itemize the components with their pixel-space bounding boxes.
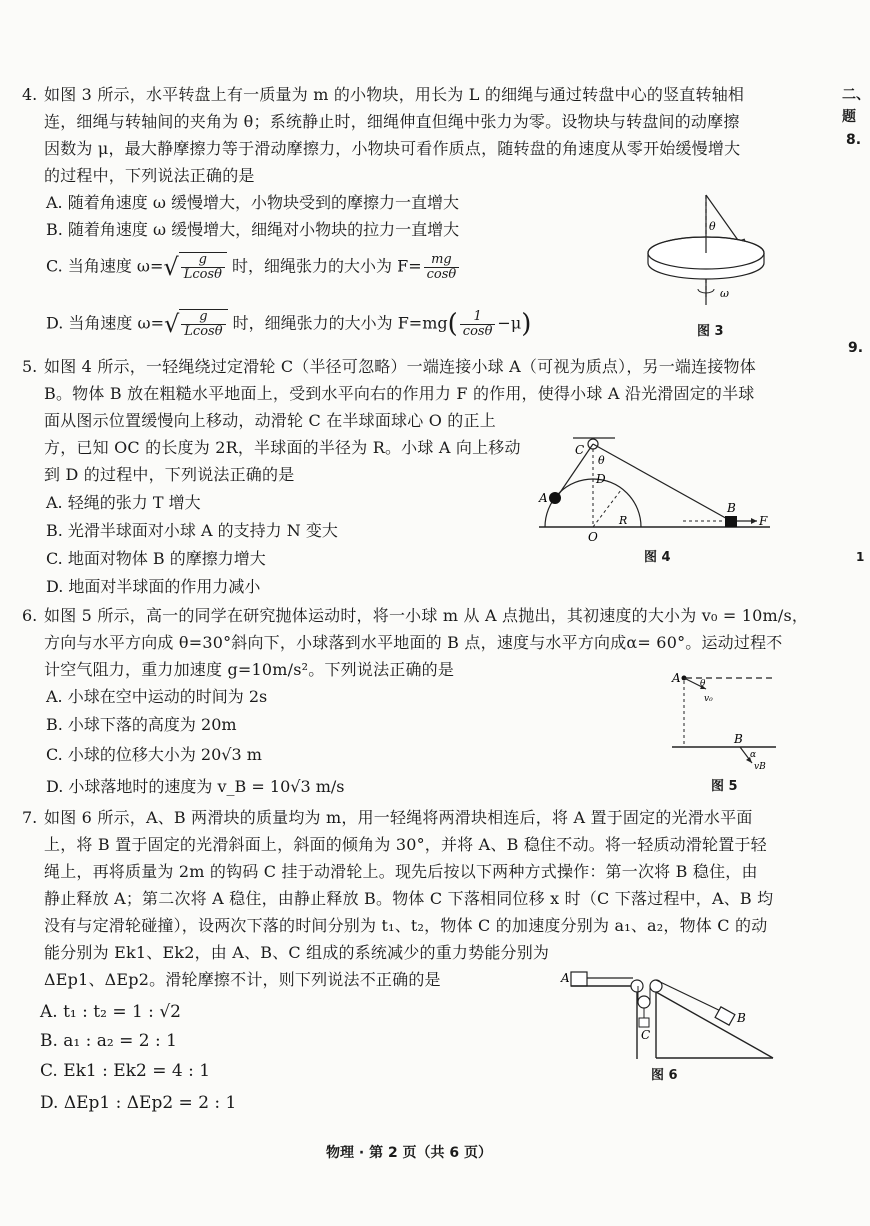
- figure-5-label-v0: v₀: [704, 694, 713, 704]
- figure-5-label-alpha: α: [750, 750, 757, 760]
- figure-6-incline: [555, 964, 780, 1064]
- q7-number: 7.: [22, 808, 38, 827]
- figure-6-label-b: B: [737, 1011, 746, 1025]
- q7-line-1: 如图 6 所示，A、B 两滑块的质量均为 m，用一轻绳将两滑块相连后，将 A 置于固定的光滑水平面: [44, 808, 753, 827]
- q7-line-5: 没有与定滑轮碰撞），设两次下落的时间分别为 t₁、t₂，物体 C 的加速度分别为 a₁、a₂，物体 C 的动: [44, 916, 768, 935]
- q4-c-omega-fraction: $\frac{g}{Lcos\theta}$: [181, 253, 225, 282]
- figure-6-label-c: C: [641, 1028, 651, 1042]
- q6-line-2: 方向与水平方向成 θ=30°斜向下，小球落到水平地面的 B 点，速度与水平方向成α= 60°。运动过程不: [44, 633, 783, 652]
- q5-line-4: 方，已知 OC 的长度为 2R，半球面的半径为 R。小球 A 向上移动: [44, 438, 521, 457]
- q6-number: 6.: [22, 606, 38, 625]
- q4-option-d: D. 当角速度 ω=√ $\frac{g}{Lcos\theta}$ 时，细绳张力的大小为 F=mg( $\frac{1}{\cos\theta}$ −μ): [46, 308, 532, 339]
- figure-4-label-b: B: [727, 501, 736, 515]
- q4-option-a: A. 随着角速度 ω 缓慢增大，小物块受到的摩擦力一直增大: [46, 193, 459, 212]
- q6-option-a: A. 小球在空中运动的时间为 2s: [46, 687, 268, 706]
- q4-d-force-fraction: $\frac{1}{\cos\theta}$: [460, 310, 496, 339]
- q7-option-a: A. t₁ : t₂ = 1 : √2: [40, 1002, 181, 1022]
- margin-q8-fragment: 8.: [846, 132, 862, 148]
- q4-line-4: 的过程中，下列说法正确的是: [44, 166, 255, 185]
- q5-option-c: C. 地面对物体 B 的摩擦力增大: [46, 549, 266, 568]
- figure-4-label-r: R: [619, 514, 628, 527]
- q6-option-c: C. 小球的位移大小为 20√3 m: [46, 745, 262, 764]
- q7-option-c: C. Ek1 : Ek2 = 4 : 1: [40, 1061, 211, 1081]
- margin-word-fragment: 题: [842, 109, 856, 125]
- q5-option-b: B. 光滑半球面对小球 A 的支持力 N 变大: [46, 521, 338, 540]
- q6-line-3: 计空气阻力，重力加速度 g=10m/s²。下列说法正确的是: [44, 660, 455, 679]
- q4-line-2: 连，细绳与转轴间的夹角为 θ；系统静止时，细绳伸直但绳中张力为零。设物块与转盘间的动摩擦: [44, 112, 740, 131]
- q5-line-5: 到 D 的过程中，下列说法正确的是: [44, 465, 295, 484]
- q4-number: 4.: [22, 85, 38, 104]
- q4-line-1: 如图 3 所示，水平转盘上有一质量为 m 的小物块，用长为 L 的细绳与通过转盘中心的竖直转轴相: [44, 85, 745, 104]
- figure-5-label-vb: vB: [754, 762, 766, 772]
- q4-line-3: 因数为 μ，最大静摩擦力等于滑动摩擦力，小物块可看作质点，随转盘的角速度从零开始缓慢增大: [44, 139, 741, 158]
- figure-4-label-f: F: [759, 514, 768, 528]
- q7-line-6: 能分别为 Ek1、Ek2，由 A、B、C 组成的系统减少的重力势能分别为: [44, 943, 550, 962]
- figure-4-label-d: D: [596, 472, 606, 486]
- q5-line-1: 如图 4 所示，一轻绳绕过定滑轮 C（半径可忽略）一端连接小球 A（可视为质点），另一端连接物体: [44, 357, 756, 376]
- q5-line-3: 面从图示位置缓慢向上移动，动滑轮 C 在半球面球心 O 的正上: [44, 411, 496, 430]
- q5-option-d: D. 地面对半球面的作用力减小: [46, 577, 261, 596]
- figure-6-caption: 图 6: [651, 1068, 678, 1083]
- margin-number-fragment: 1: [856, 550, 865, 564]
- figure-4-caption: 图 4: [644, 550, 671, 565]
- figure-5-projectile: [668, 665, 783, 775]
- figure-5-label-a: A: [672, 671, 681, 685]
- page-footer: 物理 · 第 2 页（共 6 页）: [326, 1145, 493, 1161]
- q5-number: 5.: [22, 357, 38, 376]
- q5-line-2: B。物体 B 放在粗糙水平地面上，受到水平向右的作用力 F 的作用，使得小球 A 沿光滑固定的半球: [44, 384, 755, 403]
- q4-c-force-fraction: $\frac{mg}{\cos\theta}$: [424, 253, 460, 282]
- figure-6-label-a: A: [561, 971, 570, 985]
- figure-4-label-theta: θ: [598, 454, 605, 467]
- q4-d-omega-fraction: $\frac{g}{Lcos\theta}$: [181, 310, 225, 339]
- q4-option-d-prefix: D. 当角速度 ω=: [46, 313, 164, 333]
- q4-option-d-middle: 时，细绳张力的大小为 F=mg: [227, 313, 448, 333]
- q6-line-1: 如图 5 所示，高一的同学在研究抛体运动时，将一小球 m 从 A 点抛出，其初速度的大小为 v₀ = 10m/s，: [44, 606, 809, 625]
- q7-line-2: 上，将 B 置于固定的光滑斜面上，斜面的倾角为 30°，并将 A、B 稳住不动。将一轻质动滑轮置于轻: [44, 835, 767, 854]
- figure-4-label-o: O: [588, 530, 598, 544]
- figure-4-label-c: C: [575, 443, 585, 457]
- figure-3-theta-label: θ: [709, 220, 716, 233]
- figure-4-label-a: A: [539, 491, 548, 505]
- figure-5-caption: 图 5: [711, 779, 738, 794]
- margin-section-fragment: 二、: [842, 87, 870, 103]
- q6-option-d: D. 小球落地时的速度为 v_B = 10√3 m/s: [46, 777, 345, 796]
- figure-3-caption: 图 3: [697, 324, 724, 339]
- q4-option-b: B. 随着角速度 ω 缓慢增大，细绳对小物块的拉力一直增大: [46, 220, 460, 239]
- q4-option-c-middle: 时，细绳张力的大小为 F=: [226, 256, 422, 276]
- q6-option-b: B. 小球下落的高度为 20m: [46, 715, 237, 734]
- figure-4-hemisphere: [535, 430, 780, 545]
- q4-option-c-prefix: C. 当角速度 ω=: [46, 256, 164, 276]
- q4-d-minus-mu: −μ: [497, 313, 522, 333]
- q4-option-c: C. 当角速度 ω=√ $\frac{g}{Lcos\theta}$ 时，细绳张力的大小为 F= $\frac{mg}{\cos\theta}$: [46, 252, 461, 292]
- figure-5-label-theta: θ: [700, 679, 706, 689]
- q7-line-7: ΔEp1、ΔEp2。滑轮摩擦不计，则下列说法不正确的是: [44, 970, 441, 989]
- q7-option-d: D. ΔEp1 : ΔEp2 = 2 : 1: [40, 1093, 237, 1113]
- figure-5-label-b: B: [734, 732, 743, 746]
- q7-line-4: 静止释放 A；第二次将 A 稳住，由静止释放 B。物体 C 下落相同位移 x 时（C 下落过程中，A、B 均: [44, 889, 774, 908]
- margin-q9-fragment: 9.: [848, 340, 864, 356]
- q7-option-b: B. a₁ : a₂ = 2 : 1: [40, 1031, 177, 1051]
- q7-line-3: 绳上，再将质量为 2m 的钩码 C 挂于动滑轮上。现先后按以下两种方式操作：第一次将 B 稳住，由: [44, 862, 758, 881]
- q5-option-a: A. 轻绳的张力 T 增大: [46, 493, 201, 512]
- figure-3-omega-label: ω: [720, 287, 729, 300]
